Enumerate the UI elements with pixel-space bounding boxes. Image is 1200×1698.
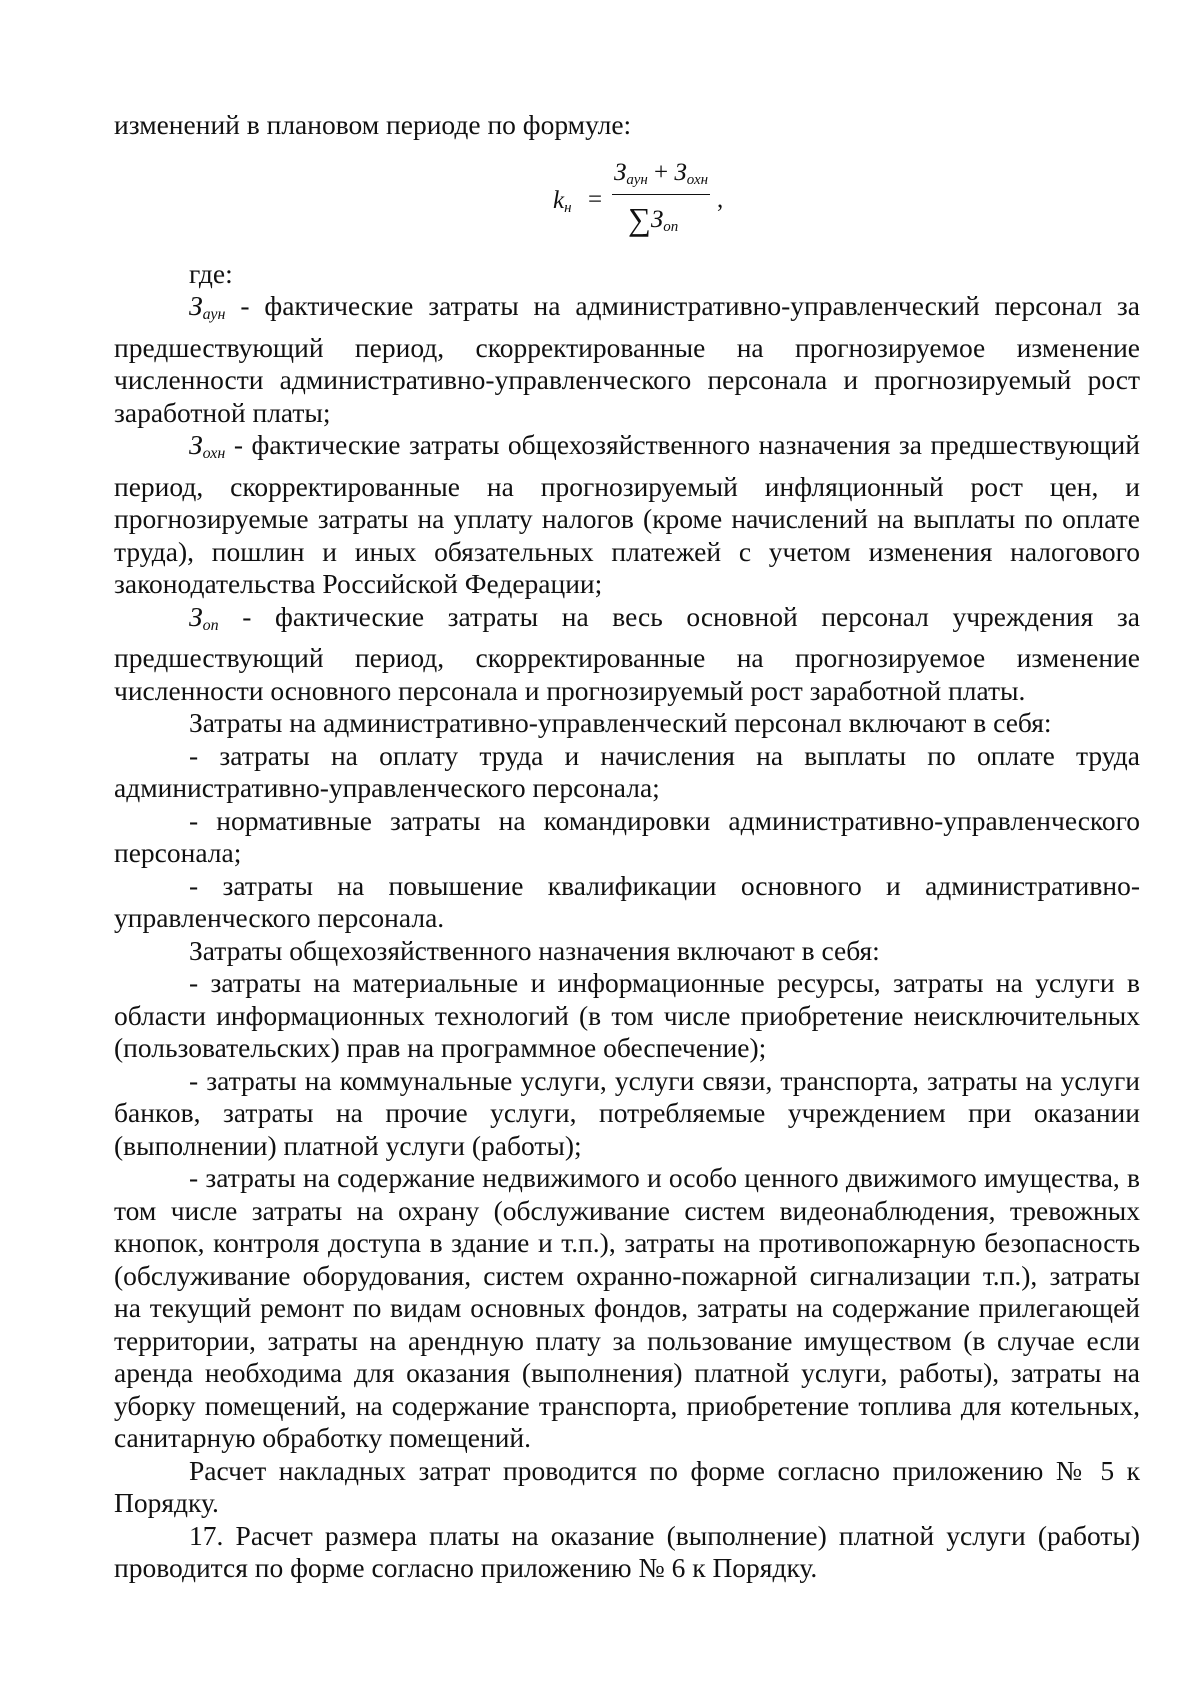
formula-plus: + — [654, 158, 669, 186]
definition-text: - фактические затраты общехозяйственного назначения за предшествующий период, скорректированные на прогнозируемый инфляционный рост цен, и прогнозируемые затраты на уплату налогов (кроме начислений на выплаты по оплате труда), пошлин и иных обязательных платежей с учетом изменения налогового законодательства Российской Федерации; — [114, 429, 1140, 599]
symbol-subscript: оп — [202, 616, 219, 634]
formula-comma: , — [717, 185, 724, 213]
formula-row — [114, 154, 1140, 252]
definition-text: - фактические затраты на весь основной персонал учреждения за предшествующий период, скорректированные на прогнозируемое изменение численности основного персонала и прогнозируемый рост заработной платы. — [114, 600, 1140, 706]
document-page — [114, 109, 1140, 1585]
definition-z-aup — [114, 290, 1140, 429]
definition-symbol — [189, 429, 225, 460]
overhead-coefficient-formula — [553, 154, 733, 252]
paragraph-aup-item-1: - затраты на оплату труда и начисления на выплаты по оплате труда административно-управленческого персонала; — [114, 739, 1140, 803]
definition-symbol — [189, 290, 225, 321]
paragraph-general-item-1: - затраты на материальные и информационные ресурсы, затраты на услуги в области информационных технологий (в том числе приобретение неисключительных (пользовательских) прав на программное обеспечение); — [114, 967, 1140, 1063]
paragraph-aup-costs-heading: Затраты на административно-управленческий персонал включают в себя: — [189, 707, 1052, 738]
formula-den-symbol: З — [650, 205, 664, 233]
symbol-subscript: аун — [202, 306, 226, 323]
symbol-letter: З — [189, 290, 203, 321]
paragraph-aup-item-3: - затраты на повышение квалификации основного и административно-управленческого персонала. — [114, 869, 1140, 933]
paragraph-general-item-3: - затраты на содержание недвижимого и особо ценного движимого имущества, в том числе затраты на охрану (обслуживание систем видеонаблюдения, тревожных кнопок, контроля доступа в здание и т.п.), затраты на противопожарную безопасность (обслуживание оборудования, систем охранно-пожарной сигнализации т.п.), затраты на текущий ремонт по видам основных фондов, затраты на содержание прилегающей территории, затраты на арендную плату за пользование имуществом (в случае если аренда необходима для оказания (выполнения) платной услуги, работы), затраты на уборку помещений, на содержание транспорта, приобретение топлива для котельных, санитарную обработку помещений. — [114, 1162, 1140, 1453]
formula-den-subscript: оп — [663, 218, 679, 235]
formula-num-b: З — [674, 158, 687, 186]
definition-z-ohn — [114, 429, 1140, 601]
formula-denominator — [628, 202, 678, 244]
symbol-letter: З — [189, 429, 203, 460]
intro-line: изменений в плановом периоде по формуле: — [114, 109, 632, 140]
formula-lhs — [553, 188, 572, 221]
fraction-bar — [612, 194, 710, 195]
sigma-icon: ∑ — [628, 200, 651, 237]
formula-num-b-subscript: охн — [686, 171, 709, 188]
symbol-letter: З — [189, 600, 203, 632]
paragraph-general-item-2: - затраты на коммунальные услуги, услуги связи, транспорта, затраты на услуги банков, затраты на прочие услуги, потребляемые учреждением при оказании (выполнении) платной услуги (работы); — [114, 1064, 1140, 1161]
paragraph-overhead-form: Расчет накладных затрат проводится по форме согласно приложению № 5 к Порядку. — [114, 1454, 1140, 1518]
where-label: где: — [189, 257, 233, 289]
formula-lhs-subscript: н — [564, 199, 572, 216]
formula-numerator — [614, 160, 708, 193]
paragraph-aup-item-2: - нормативные затраты на командировки административно-управленческого персонала; — [114, 804, 1140, 868]
formula-num-a-subscript: аун — [626, 171, 648, 188]
formula-lhs-symbol: k — [553, 186, 565, 214]
formula-num-a: З — [614, 158, 627, 186]
definition-text: - фактические затраты на административно-управленческий персонал за предшествующий период, скорректированные на прогнозируемое изменение численности административно-управленческого персонала и прогнозируемый рост заработной платы; — [114, 290, 1140, 428]
definition-symbol — [189, 601, 219, 632]
paragraph-17: 17. Расчет размера платы на оказание (выполнение) платной услуги (работы) проводится по форме согласно приложению № 6 к Порядку. — [114, 1519, 1140, 1583]
paragraph-general-costs-heading: Затраты общехозяйственного назначения включают в себя: — [189, 934, 880, 966]
formula-equals: = — [588, 185, 603, 213]
definition-z-op — [114, 601, 1140, 708]
symbol-subscript: охн — [202, 445, 226, 462]
